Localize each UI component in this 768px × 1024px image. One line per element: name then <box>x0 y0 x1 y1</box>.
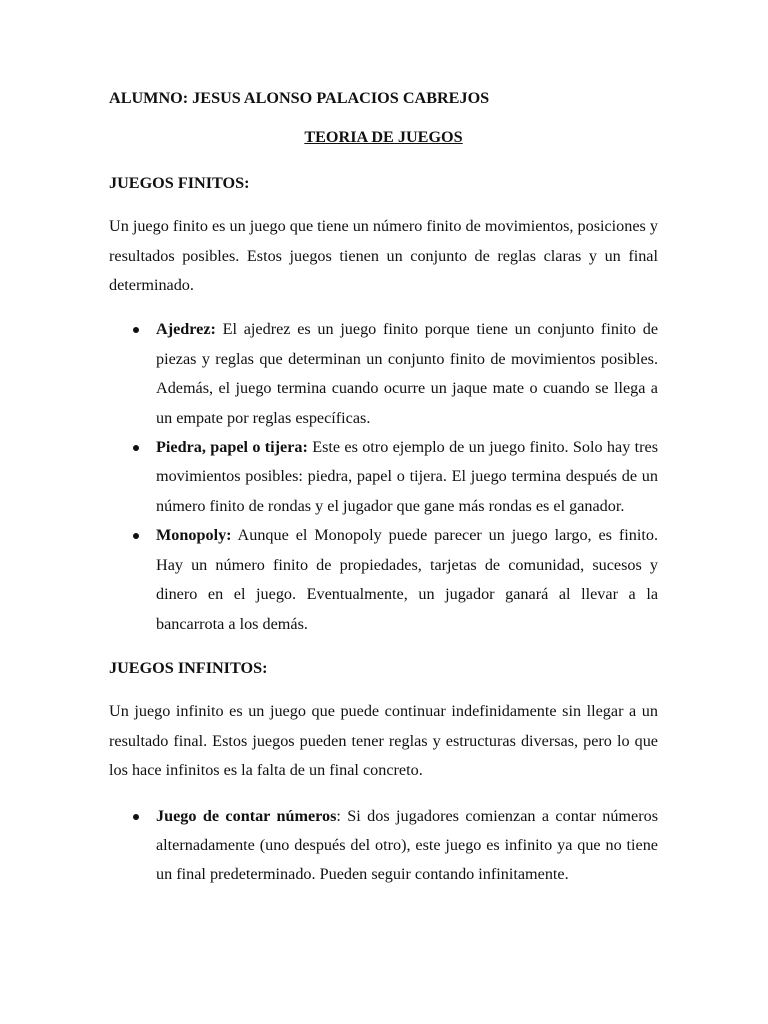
bullet-icon <box>133 327 139 333</box>
list-item-text: El ajedrez es un juego finito porque tiene un conjunto finito de piezas y reglas que determinan un conjunto finito de movimientos posibles. Además, el juego termina cuando ocurre un jaque mate o cuando se llega a un empate por reglas específicas. <box>156 320 658 427</box>
bullet-icon <box>133 814 139 820</box>
list-item-ajedrez <box>109 315 658 433</box>
list-item-contar-numeros <box>109 802 658 890</box>
bullet-icon <box>133 445 139 451</box>
document-title: TEORIA DE JUEGOS <box>304 128 463 147</box>
section-paragraph-infinite: Un juego infinito es un juego que puede continuar indefinidamente sin llegar a un resultado final. Estos juegos pueden tener reglas y estructuras diversas, pero lo que los hace infinitos es la falta de un final concreto. <box>109 702 658 780</box>
section-heading-finite: JUEGOS FINITOS: <box>109 173 250 192</box>
list-item-piedra-papel-tijera <box>109 433 658 521</box>
finite-games-list <box>109 315 658 638</box>
bullet-icon <box>133 533 139 539</box>
section-paragraph-finite: Un juego finito es un juego que tiene un número finito de movimientos, posiciones y resultados posibles. Estos juegos tienen un conjunto de reglas claras y un final determinado. <box>109 217 658 295</box>
student-name: ALUMNO: JESUS ALONSO PALACIOS CABREJOS <box>109 89 490 107</box>
list-item-monopoly <box>109 521 658 639</box>
list-item-term: Monopoly: <box>156 526 232 545</box>
list-item-text: : Si dos jugadores comienzan a contar números alternadamente (uno después del otro), este juego es infinito ya que no tiene un final predeterminado. Pueden seguir contando infinitamente. <box>156 806 658 884</box>
list-item-term: Ajedrez: <box>156 320 216 339</box>
infinite-games-list <box>109 802 658 890</box>
list-item-text: Aunque el Monopoly puede parecer un juego largo, es finito. Hay un número finito de propiedades, tarjetas de comunidad, sucesos y dinero en el juego. Eventualmente, un jugador ganará al llevar a la bancarrota a los demás. <box>156 526 658 633</box>
section-heading-infinite: JUEGOS INFINITOS: <box>109 658 268 677</box>
list-item-term: Piedra, papel o tijera: <box>156 438 308 457</box>
list-item-term: Juego de contar números <box>156 806 337 825</box>
list-item-text: Este es otro ejemplo de un juego finito. Solo hay tres movimientos posibles: piedra, papel o tijera. El juego termina después de un número finito de rondas y el jugador que gane más rondas es el ganador. <box>156 438 659 515</box>
